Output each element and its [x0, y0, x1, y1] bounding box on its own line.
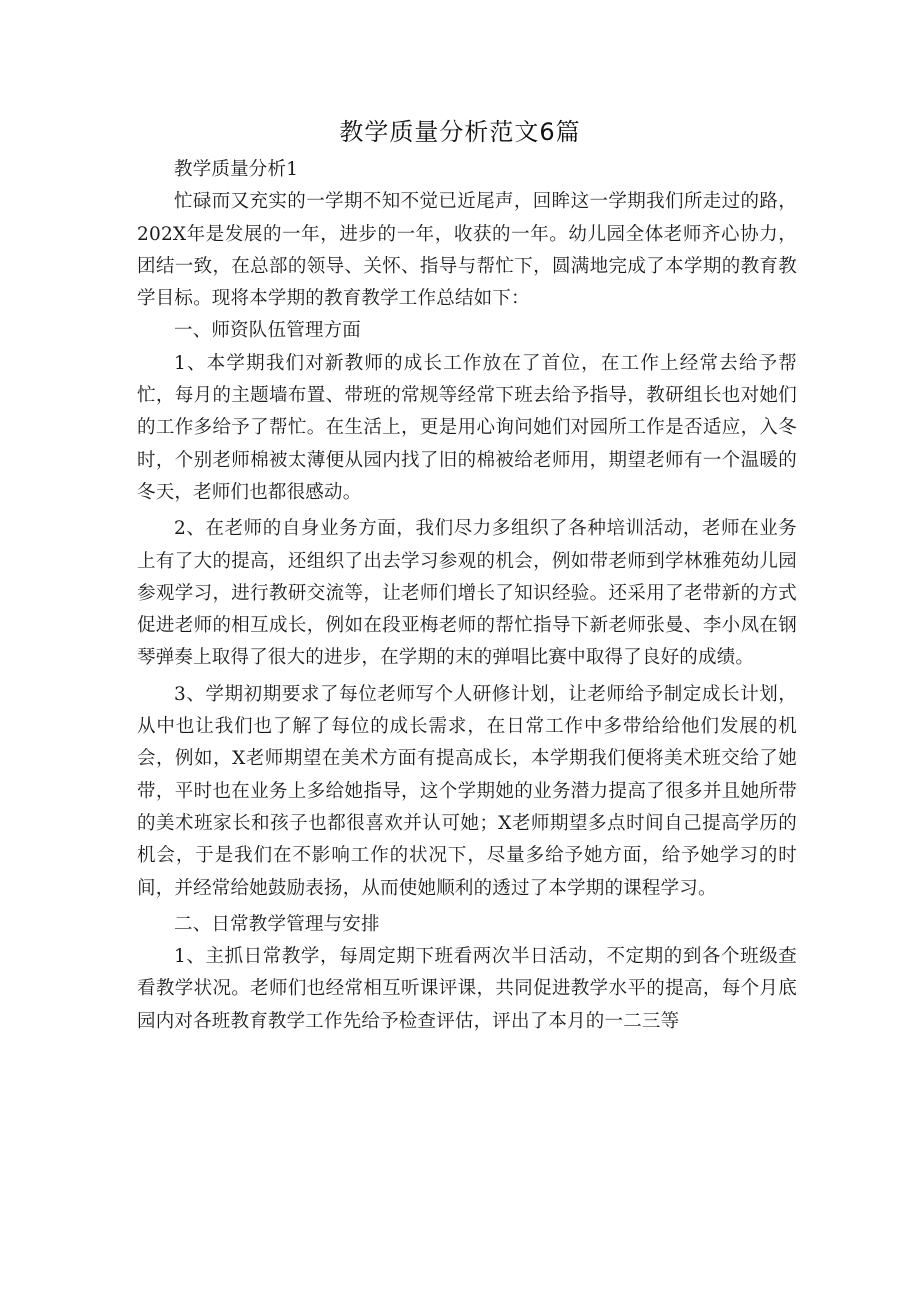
heading-teacher-management: 一、师资队伍管理方面 [174, 320, 362, 342]
intro-paragraph: 忙碌而又充实的一学期不知不觉已近尾声，回眸这一学期我们所走过的路，202X年是发展的一年，进步的一年，收获的一年。幼儿园全体老师齐心协力，团结一致，在总部的领导、关怀、指导与帮忙下，圆满地完成了本学期的教育教学目标。现将本学期的教育教学工作总结如下： [137, 191, 797, 310]
document-body [137, 154, 797, 1038]
paragraph-item-1-1: 1、本学期我们对新教师的成长工作放在了首位，在工作上经常去给予帮忙，每月的主题墙布置、带班的常规等经常下班去给予指导，教研组长也对她们的工作多给予了帮忙。在生活上，更是用心询问她们对园所工作是否适应，入冬时，个别老师棉被太薄便从园内找了旧的棉被给老师用，期望老师有一个温暖的冬天，老师们也都很感动。 [137, 352, 797, 503]
section-title: 教学质量分析1 [174, 159, 299, 180]
heading-daily-teaching: 二、日常教学管理与安排 [174, 913, 380, 935]
document-title: 教学质量分析范文6篇 [339, 118, 581, 146]
paragraph-item-2-1: 1、主抓日常教学，每周定期下班看两次半日活动，不定期的到各个班级查看教学状况。老师们也经常相互听课评课，共同促进教学水平的提高，每个月底园内对各班教育教学工作先给予检查评估，评出了本月的一二三等 [137, 946, 797, 1032]
paragraph-item-1-3: 3、学期初期要求了每位老师写个人研修计划，让老师给予制定成长计划，从中也让我们也了解了每位的成长需求，在日常工作中多带给给他们发展的机会，例如，X老师期望在美术方面有提高成长，本学期我们便将美术班交给了她带，平时也在业务上多给她指导，这个学期她的业务潜力提高了很多并且她所带的美术班家长和孩子也都很喜欢并认可她；X老师期望多点时间自己提高学历的机会，于是我们在不影响工作的状况下，尽量多给予她方面，给予她学习的时间，并经常给她鼓励表扬，从而使她顺利的透过了本学期的课程学习。 [137, 683, 797, 899]
paragraph-item-1-2: 2、在老师的自身业务方面，我们尽力多组织了各种培训活动，老师在业务上有了大的提高，还组织了出去学习参观的机会，例如带老师到学林雅苑幼儿园参观学习，进行教研交流等，让老师们增长了知识经验。还采用了老带新的方式促进老师的相互成长，例如在段亚梅老师的帮忙指导下新老师张曼、李小凤在钢琴弹奏上取得了很大的进步，在学期的末的弹唱比赛中取得了良好的成绩。 [137, 518, 797, 669]
